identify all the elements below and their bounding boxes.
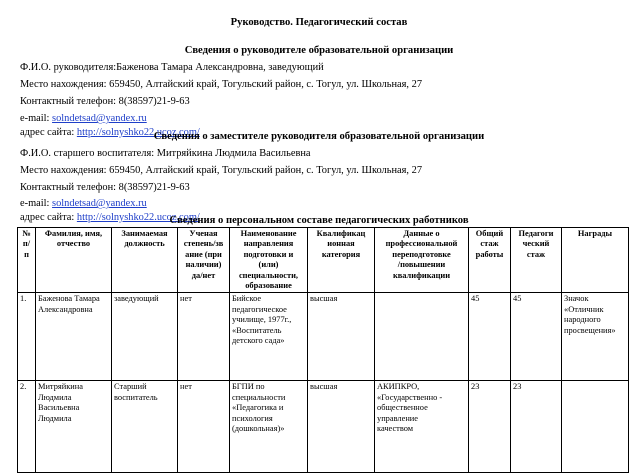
director-email-link[interactable]: solndetsad@yandex.ru: [52, 113, 147, 124]
cell-teaching-experience: 23: [511, 381, 562, 473]
staff-table: [17, 227, 629, 473]
cell-specialty: БГПИ по специальности «Педагогика и психология (дошкольная)»: [230, 381, 308, 473]
cell-name: Митряйкина Людмила Васильевна Людмила: [36, 381, 112, 473]
cell-total-experience: 23: [469, 381, 511, 473]
deputy-email-line: [20, 197, 147, 210]
col-header-name: Фамилия, имя, отчество: [36, 228, 112, 293]
col-header-total-experience: Общий стаж работы: [469, 228, 511, 293]
director-heading: Сведения о руководителе образовательной организации: [184, 45, 454, 56]
col-header-specialty: Наименование направления подготовки и (или) специальности, образование: [230, 228, 308, 293]
col-header-number: № п/ п: [18, 228, 36, 293]
table-row: [18, 381, 629, 473]
site-label: адрес сайта:: [20, 127, 75, 138]
col-header-degree: Ученая степень/зв ание (при наличии) да/нет: [178, 228, 230, 293]
cell-degree: нет: [178, 293, 230, 381]
col-header-category: Квалификац ионная категория: [308, 228, 375, 293]
staff-heading: Сведения о персональном составе педагогических работников: [169, 215, 469, 226]
col-header-teaching-experience: Педагоги ческий стаж: [511, 228, 562, 293]
cell-degree: нет: [178, 381, 230, 473]
cell-teaching-experience: 45: [511, 293, 562, 381]
cell-awards: Значок «Отличник народного просвещения»: [562, 293, 629, 381]
deputy-phone: Контактный телефон: 8(38597)21-9-63: [20, 182, 190, 193]
cell-category: высшая: [308, 293, 375, 381]
email-label: e-mail:: [20, 113, 50, 124]
deputy-site-link[interactable]: http://solnyshko22.ucoz.com/: [76, 212, 200, 223]
deputy-heading: Сведения о заместителе руководителя образовательной организации: [153, 131, 485, 142]
cell-number: 2.: [18, 381, 36, 473]
site-label: адрес сайта:: [20, 212, 75, 223]
cell-position: Старший воспитатель: [112, 381, 178, 473]
director-phone: Контактный телефон: 8(38597)21-9-63: [20, 96, 190, 107]
director-location: Место нахождения: 659450, Алтайский край, Тогульский район, с. Тогул, ул. Школьная, 27: [20, 79, 423, 90]
table-header-row: [18, 228, 629, 293]
table-row: [18, 293, 629, 381]
deputy-location: Место нахождения: 659450, Алтайский край, Тогульский район, с. Тогул, ул. Школьная, 27: [20, 165, 423, 176]
deputy-email-link[interactable]: solndetsad@yandex.ru: [52, 198, 147, 209]
cell-name: Баженова Тамара Александровна: [36, 293, 112, 381]
cell-awards: [562, 381, 629, 473]
email-label: e-mail:: [20, 198, 50, 209]
cell-position: заведующий: [112, 293, 178, 381]
director-site-link[interactable]: http://solnyshko22.ucoz.com/: [76, 127, 200, 138]
cell-number: 1.: [18, 293, 36, 381]
director-fio: Ф.И.О. руководителя:Баженова Тамара Александровна, заведующий: [20, 62, 324, 73]
cell-total-experience: 45: [469, 293, 511, 381]
director-email-line: [20, 112, 147, 125]
cell-training: [375, 293, 469, 381]
deputy-fio: Ф.И.О. старшего воспитателя: Митряйкина Людмила Васильевна: [20, 148, 311, 159]
col-header-training: Данные о профессиональной переподготовке /повышении квалификации: [375, 228, 469, 293]
cell-training: АКИПКРО, «Государственно - общественное управление качеством: [375, 381, 469, 473]
col-header-position: Занимаемая должность: [112, 228, 178, 293]
col-header-awards: Награды: [562, 228, 629, 293]
cell-specialty: Бийское педагогическое училище, 1977г., «Воспитатель детского сада»: [230, 293, 308, 381]
page-title: Руководство. Педагогический состав: [230, 17, 408, 28]
cell-category: высшая: [308, 381, 375, 473]
